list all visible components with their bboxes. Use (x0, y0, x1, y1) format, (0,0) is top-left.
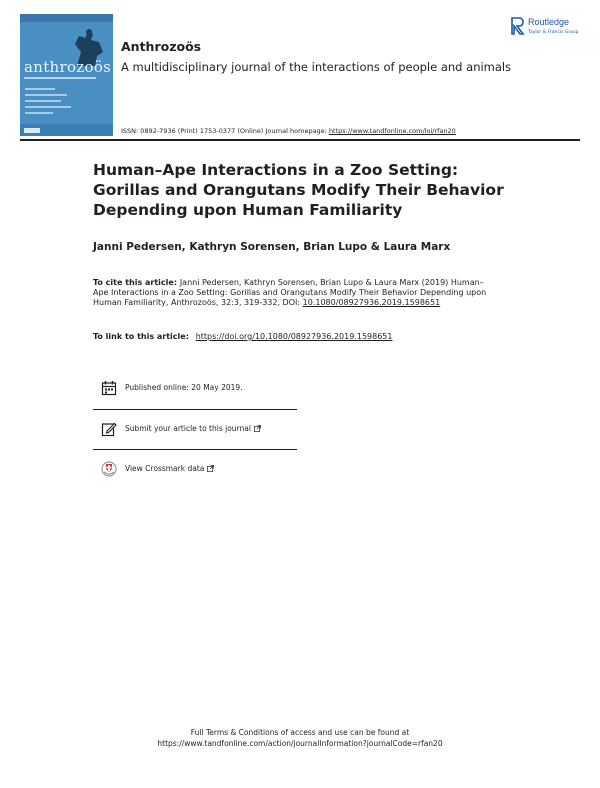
action-divider (93, 409, 297, 410)
journal-description: A multidisciplinary journal of the interactions of people and animals (121, 60, 512, 74)
cover-top-strip (20, 14, 113, 22)
submit-article-label: Submit your article to this journal (125, 424, 251, 433)
cover-text-line (25, 106, 71, 108)
submit-article-link[interactable] (125, 424, 261, 433)
journal-homepage-link[interactable]: https://www.tandfonline.com/loi/rfan20 (328, 127, 456, 135)
submit-article-row[interactable] (93, 418, 297, 444)
publisher-name: Routledge (528, 17, 570, 27)
routledge-logo[interactable] (511, 16, 586, 42)
terms-url[interactable]: https://www.tandfonline.com/action/journalInformation?journalCode=rfan20 (157, 739, 443, 748)
cover-text-line (25, 100, 61, 102)
issn-text: ISSN: 0892-7936 (Print) 1753-0377 (Online) Journal homepage: (121, 127, 329, 135)
published-online-text: Published online: 20 May 2019. (125, 383, 243, 392)
article-link-label: To link to this article: (93, 332, 192, 341)
terms-text: Full Terms & Conditions of access and use can be found at (190, 728, 410, 737)
cover-text-line (25, 112, 53, 114)
published-online-row (93, 377, 297, 403)
cover-publisher-mark (24, 128, 40, 133)
calendar-icon (101, 380, 117, 396)
crossmark-row[interactable] (93, 458, 297, 484)
cover-text-line (25, 88, 55, 90)
article-authors: Janni Pedersen, Kathryn Sorensen, Brian Lupo & Laura Marx (93, 241, 451, 253)
citation-doi-link[interactable]: 10.1080/08927936.2019.1598651 (302, 298, 441, 307)
citation-label: To cite this article: (93, 278, 180, 287)
header-divider (20, 139, 580, 141)
crossmark-link[interactable] (125, 464, 214, 473)
external-link-icon (207, 465, 214, 472)
edit-icon (101, 421, 117, 437)
issn-line (121, 127, 456, 135)
cover-subtitle-line (24, 77, 96, 79)
article-link-block (93, 332, 393, 341)
article-doi-url[interactable]: https://doi.org/10.1080/08927936.2019.1598651 (195, 332, 393, 341)
crossmark-label: View Crossmark data (125, 464, 205, 473)
journal-name: Anthrozoös (121, 39, 202, 54)
publisher-subtitle: Taylor & Francis Group (528, 30, 579, 35)
terms-footer (0, 727, 600, 749)
routledge-r-icon (511, 16, 525, 36)
article-title: Human–Ape Interactions in a Zoo Setting: Gorillas and Orangutans Modify Their Behavior Depending upon Human Familiarity (93, 161, 504, 219)
action-divider (93, 449, 297, 450)
crossmark-icon (101, 461, 117, 477)
cover-title: anthrozoös (24, 58, 112, 76)
citation-text: Janni Pedersen, Kathryn Sorensen, Brian Lupo & Laura Marx (2019) Human–Ape Interactions in a Zoo Setting: Gorillas and Orangutans Modify Their Behavior Depending upon Human Familiarity, Anthrozoös, 32:3, 319-332, DOI: (93, 278, 487, 307)
citation-block (93, 278, 493, 308)
journal-cover-image (20, 14, 113, 136)
external-link-icon (254, 425, 261, 432)
cover-text-line (25, 94, 67, 96)
